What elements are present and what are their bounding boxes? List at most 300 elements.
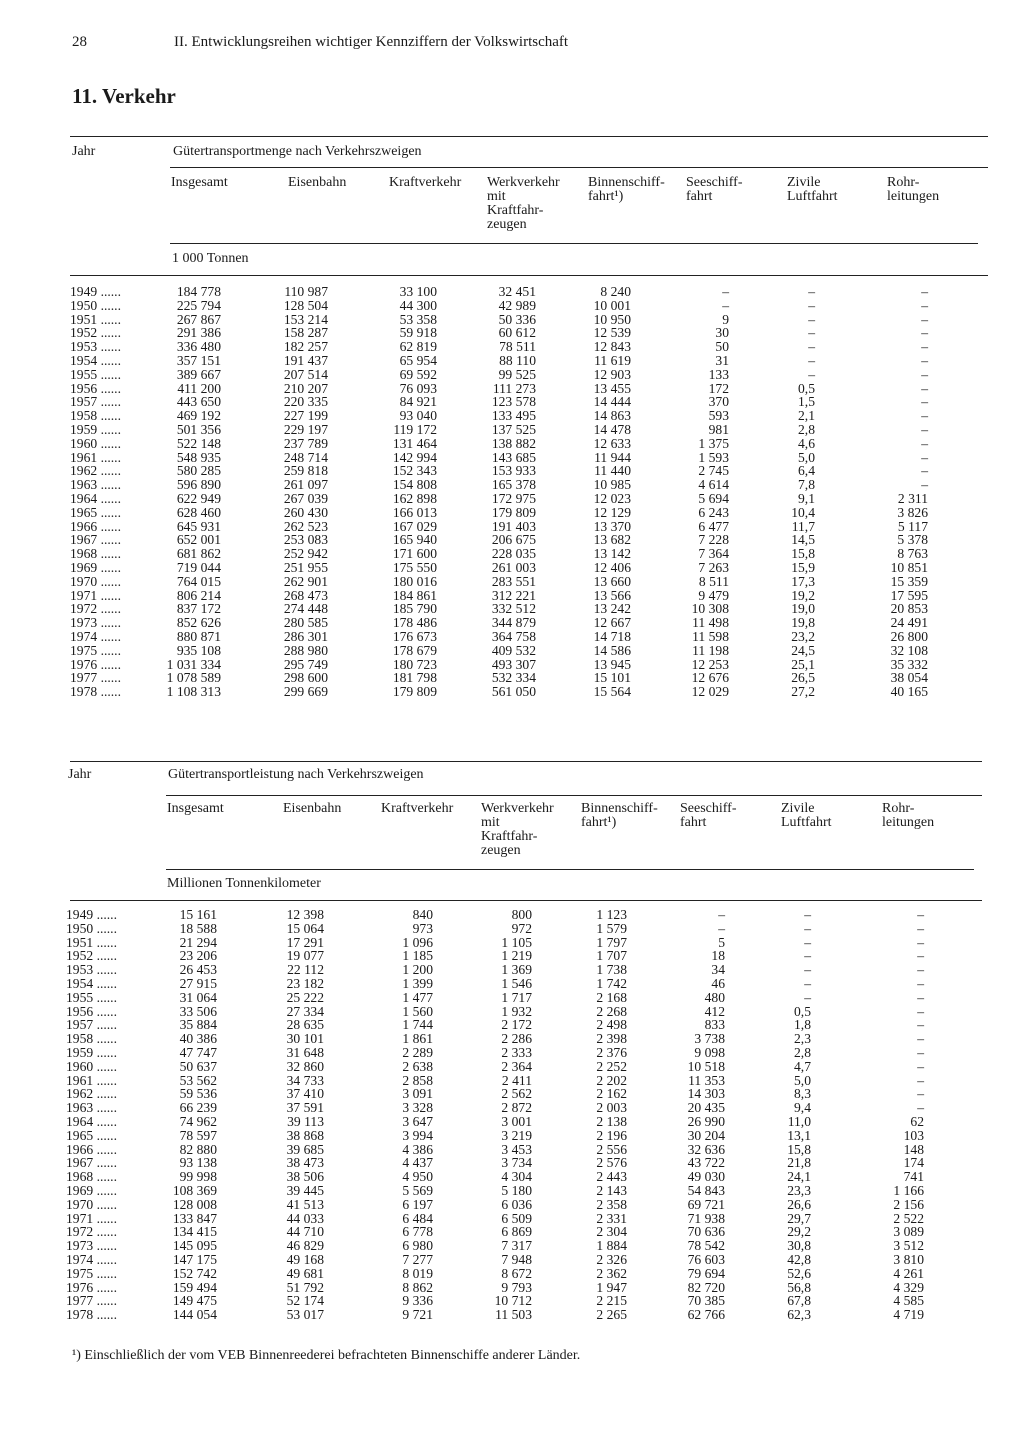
cell-company-transport: 206 675 — [491, 532, 536, 548]
running-title: II. Entwicklungsreihen wichtiger Kennziffern der Volkswirtschaft — [174, 34, 569, 50]
year-header: Jahr — [72, 144, 96, 159]
cell-company-transport: 88 110 — [499, 352, 536, 368]
cell-civil-aviation: 6,4 — [798, 463, 815, 479]
cell-pipelines: 3 810 — [893, 1251, 924, 1267]
group-header-rule — [166, 795, 982, 796]
row-year: 1965 ...... — [66, 1127, 117, 1143]
cell-civil-aviation: 11,0 — [787, 1113, 811, 1129]
cell-pipelines: – — [917, 907, 924, 922]
cell-road-transport: 9 336 — [402, 1293, 433, 1309]
cell-pipelines: 5 378 — [897, 532, 928, 548]
cell-pipelines: 3 826 — [897, 504, 928, 520]
cell-railway: 28 635 — [286, 1017, 324, 1033]
cell-civil-aviation: 0,5 — [798, 380, 815, 396]
table-row — [66, 1184, 984, 1198]
cell-civil-aviation: 17,3 — [791, 573, 815, 589]
cell-civil-aviation: – — [804, 920, 811, 936]
cell-road-transport: 1 399 — [402, 975, 433, 991]
cell-total: 291 386 — [176, 325, 221, 341]
cell-road-transport: 184 861 — [392, 587, 437, 603]
cell-maritime-shipping: 4 614 — [698, 477, 729, 493]
table-row — [66, 1143, 984, 1157]
row-year: 1952 ...... — [66, 948, 117, 964]
column-header-total: Insgesamt — [171, 175, 228, 190]
cell-maritime-shipping: 5 694 — [698, 490, 729, 506]
body-rule — [70, 900, 982, 901]
cell-railway: 15 064 — [286, 920, 324, 936]
cell-company-transport: 800 — [511, 907, 532, 922]
cell-inland-shipping: 15 101 — [593, 670, 631, 686]
cell-civil-aviation: 29,2 — [787, 1224, 811, 1240]
cell-railway: 25 222 — [286, 989, 324, 1005]
table-row — [66, 1308, 984, 1322]
cell-inland-shipping: 2 331 — [596, 1210, 627, 1226]
cell-maritime-shipping: 82 720 — [687, 1279, 725, 1295]
cell-pipelines: – — [921, 449, 928, 465]
cell-road-transport: 973 — [412, 920, 433, 936]
table-row — [66, 1115, 984, 1129]
cell-civil-aviation: 24,1 — [787, 1169, 811, 1185]
cell-pipelines: 15 359 — [890, 573, 928, 589]
row-year: 1950 ...... — [66, 920, 117, 936]
cell-total: 764 015 — [176, 573, 221, 589]
cell-civil-aviation: 42,8 — [787, 1251, 811, 1267]
cell-company-transport: 50 336 — [498, 311, 536, 327]
cell-inland-shipping: 2 443 — [596, 1169, 627, 1185]
cell-inland-shipping: 1 123 — [596, 907, 627, 922]
cell-road-transport: 166 013 — [392, 504, 437, 520]
cell-total: 108 369 — [172, 1182, 217, 1198]
cell-maritime-shipping: 480 — [704, 989, 725, 1005]
cell-inland-shipping: 12 129 — [593, 504, 631, 520]
cell-inland-shipping: 14 718 — [593, 628, 631, 644]
cell-road-transport: 1 560 — [402, 1003, 433, 1019]
cell-civil-aviation: – — [804, 907, 811, 922]
group-header: Gütertransportmenge nach Verkehrszweigen — [173, 144, 422, 159]
cell-railway: 288 980 — [283, 642, 328, 658]
cell-maritime-shipping: 43 722 — [687, 1155, 725, 1171]
cell-road-transport: 185 790 — [392, 601, 437, 617]
row-year: 1954 ...... — [70, 352, 121, 368]
cell-inland-shipping: 14 478 — [593, 421, 631, 437]
cell-maritime-shipping: 20 435 — [687, 1100, 725, 1116]
row-year: 1956 ...... — [66, 1003, 117, 1019]
cell-railway: 210 207 — [283, 380, 328, 396]
cell-inland-shipping: 8 240 — [600, 284, 631, 299]
table-row — [66, 1101, 984, 1115]
cell-civil-aviation: 23,3 — [787, 1182, 811, 1198]
row-year: 1957 ...... — [70, 394, 121, 410]
cell-maritime-shipping: 62 766 — [687, 1307, 725, 1323]
cell-maritime-shipping: 8 511 — [698, 573, 729, 589]
cell-company-transport: 3 219 — [501, 1127, 532, 1143]
cell-railway: 37 410 — [286, 1086, 324, 1102]
cell-railway: 19 077 — [286, 948, 324, 964]
row-year: 1972 ...... — [66, 1224, 117, 1240]
cell-railway: 31 648 — [286, 1044, 324, 1060]
cell-total: 522 148 — [176, 435, 221, 451]
cell-pipelines: – — [921, 463, 928, 479]
cell-total: 74 962 — [179, 1113, 217, 1129]
cell-pipelines: – — [921, 325, 928, 341]
cell-railway: 220 335 — [283, 394, 328, 410]
cell-total: 806 214 — [176, 587, 221, 603]
cell-maritime-shipping: 7 263 — [698, 559, 729, 575]
row-year: 1970 ...... — [70, 573, 121, 589]
cell-railway: 299 669 — [283, 684, 328, 700]
cell-company-transport: 3 734 — [501, 1155, 532, 1171]
cell-civil-aviation: 0,5 — [794, 1003, 811, 1019]
cell-pipelines: – — [921, 421, 928, 437]
cell-inland-shipping: 13 455 — [593, 380, 631, 396]
cell-inland-shipping: 2 304 — [596, 1224, 627, 1240]
cell-inland-shipping: 1 738 — [596, 962, 627, 978]
table-row — [70, 451, 988, 465]
cell-company-transport: 8 672 — [501, 1265, 532, 1281]
table-row — [70, 685, 988, 699]
cell-total: 133 847 — [172, 1210, 217, 1226]
table-row — [70, 547, 988, 561]
cell-total: 50 637 — [179, 1058, 217, 1074]
cell-inland-shipping: 2 556 — [596, 1141, 627, 1157]
cell-company-transport: 2 286 — [501, 1031, 532, 1047]
cell-total: 389 667 — [176, 366, 221, 382]
cell-total: 93 138 — [179, 1155, 217, 1171]
unit-rule — [166, 869, 974, 870]
row-year: 1976 ...... — [66, 1279, 117, 1295]
cell-road-transport: 6 980 — [402, 1238, 433, 1254]
cell-road-transport: 44 300 — [399, 297, 437, 313]
cell-railway: 38 473 — [286, 1155, 324, 1171]
cell-inland-shipping: 13 242 — [593, 601, 631, 617]
cell-company-transport: 3 453 — [501, 1141, 532, 1157]
cell-pipelines: – — [921, 366, 928, 382]
table-row — [70, 506, 988, 520]
cell-maritime-shipping: 76 603 — [687, 1251, 725, 1267]
table-row — [66, 1294, 984, 1308]
cell-maritime-shipping: 370 — [708, 394, 729, 410]
cell-maritime-shipping: 79 694 — [687, 1265, 725, 1281]
cell-road-transport: 4 950 — [402, 1169, 433, 1185]
cell-maritime-shipping: 34 — [711, 962, 725, 978]
row-year: 1962 ...... — [66, 1086, 117, 1102]
cell-maritime-shipping: 12 029 — [691, 684, 729, 700]
table-row — [66, 1018, 984, 1032]
cell-railway: 128 504 — [283, 297, 328, 313]
cell-railway: 53 017 — [286, 1307, 324, 1323]
cell-railway: 110 987 — [284, 284, 328, 299]
cell-company-transport: 9 793 — [501, 1279, 532, 1295]
cell-civil-aviation: – — [808, 284, 815, 299]
column-header-company-transport: Werkverkehr mit Kraftfahr- zeugen — [487, 175, 560, 232]
cell-pipelines: – — [921, 284, 928, 299]
table-row — [70, 602, 988, 616]
cell-maritime-shipping: 11 598 — [692, 628, 729, 644]
cell-road-transport: 62 819 — [399, 339, 437, 355]
row-year: 1973 ...... — [66, 1238, 117, 1254]
column-header-pipelines: Rohr- leitungen — [887, 175, 940, 204]
table-row — [66, 991, 984, 1005]
cell-pipelines: 2 156 — [893, 1196, 924, 1212]
cell-total: 548 935 — [176, 449, 221, 465]
row-year: 1968 ...... — [66, 1169, 117, 1185]
cell-total: 66 239 — [179, 1100, 217, 1116]
cell-road-transport: 119 172 — [393, 421, 437, 437]
unit-label: Millionen Tonnenkilometer — [167, 876, 321, 891]
cell-company-transport: 99 525 — [498, 366, 536, 382]
cell-civil-aviation: – — [808, 311, 815, 327]
row-year: 1972 ...... — [70, 601, 121, 617]
cell-company-transport: 2 562 — [501, 1086, 532, 1102]
cell-inland-shipping: 2 003 — [596, 1100, 627, 1116]
cell-company-transport: 1 369 — [501, 962, 532, 978]
table-row — [66, 922, 984, 936]
cell-maritime-shipping: 9 479 — [698, 587, 729, 603]
table-body — [66, 908, 984, 1322]
cell-total: 23 206 — [179, 948, 217, 964]
row-year: 1958 ...... — [70, 408, 121, 424]
row-year: 1951 ...... — [70, 311, 121, 327]
cell-total: 225 794 — [176, 297, 221, 313]
cell-civil-aviation: 15,8 — [787, 1141, 811, 1157]
cell-company-transport: 11 503 — [495, 1307, 532, 1323]
cell-company-transport: 228 035 — [491, 546, 536, 562]
cell-pipelines: – — [917, 989, 924, 1005]
cell-road-transport: 6 778 — [402, 1224, 433, 1240]
row-year: 1960 ...... — [70, 435, 121, 451]
cell-pipelines: 24 491 — [890, 615, 928, 631]
cell-inland-shipping: 14 586 — [593, 642, 631, 658]
cell-pipelines: – — [917, 920, 924, 936]
cell-inland-shipping: 2 265 — [596, 1307, 627, 1323]
body-rule — [70, 275, 988, 276]
table-row — [66, 1225, 984, 1239]
cell-total: 40 386 — [179, 1031, 217, 1047]
table-row — [70, 478, 988, 492]
cell-maritime-shipping: 11 498 — [692, 615, 729, 631]
cell-road-transport: 53 358 — [399, 311, 437, 327]
row-year: 1965 ...... — [70, 504, 121, 520]
cell-railway: 262 523 — [283, 518, 328, 534]
cell-railway: 253 083 — [283, 532, 328, 548]
row-year: 1962 ...... — [70, 463, 121, 479]
cell-total: 147 175 — [172, 1251, 217, 1267]
cell-maritime-shipping: 70 385 — [687, 1293, 725, 1309]
cell-civil-aviation: 25,1 — [791, 656, 815, 672]
cell-inland-shipping: 14 863 — [593, 408, 631, 424]
cell-road-transport: 175 550 — [392, 559, 437, 575]
row-year: 1966 ...... — [66, 1141, 117, 1157]
cell-inland-shipping: 15 564 — [593, 684, 631, 700]
cell-company-transport: 42 989 — [498, 297, 536, 313]
cell-maritime-shipping: 3 738 — [694, 1031, 725, 1047]
cell-total: 21 294 — [179, 934, 217, 950]
cell-pipelines: – — [921, 380, 928, 396]
cell-railway: 286 301 — [283, 628, 328, 644]
cell-maritime-shipping: 1 593 — [698, 449, 729, 465]
table-row — [70, 492, 988, 506]
cell-maritime-shipping: – — [718, 920, 725, 936]
cell-pipelines: 741 — [903, 1169, 924, 1185]
table-row — [66, 1198, 984, 1212]
column-header-railway: Eisenbahn — [288, 175, 347, 190]
row-year: 1958 ...... — [66, 1031, 117, 1047]
unit-label: 1 000 Tonnen — [172, 251, 249, 266]
cell-road-transport: 69 592 — [399, 366, 437, 382]
cell-civil-aviation: 62,3 — [787, 1307, 811, 1323]
cell-road-transport: 178 679 — [392, 642, 437, 658]
cell-civil-aviation: 8,3 — [794, 1086, 811, 1102]
cell-inland-shipping: 12 843 — [593, 339, 631, 355]
table-row — [66, 908, 984, 922]
cell-pipelines: – — [917, 962, 924, 978]
cell-road-transport: 3 328 — [402, 1100, 433, 1116]
cell-civil-aviation: 10,4 — [791, 504, 815, 520]
cell-pipelines: 8 763 — [897, 546, 928, 562]
cell-maritime-shipping: 412 — [704, 1003, 725, 1019]
row-year: 1952 ...... — [70, 325, 121, 341]
cell-inland-shipping: 1 797 — [596, 934, 627, 950]
cell-pipelines: 103 — [903, 1127, 924, 1143]
row-year: 1961 ...... — [70, 449, 121, 465]
cell-civil-aviation: 2,8 — [794, 1044, 811, 1060]
cell-inland-shipping: 1 742 — [596, 975, 627, 991]
cell-maritime-shipping: – — [718, 907, 725, 922]
cell-pipelines: 10 851 — [890, 559, 928, 575]
table-body — [70, 285, 988, 699]
cell-total: 145 095 — [172, 1238, 217, 1254]
cell-inland-shipping: 13 682 — [593, 532, 631, 548]
cell-company-transport: 6 869 — [501, 1224, 532, 1240]
cell-total: 35 884 — [179, 1017, 217, 1033]
cell-company-transport: 138 882 — [491, 435, 536, 451]
cell-inland-shipping: 10 950 — [593, 311, 631, 327]
cell-company-transport: 561 050 — [491, 684, 536, 700]
cell-railway: 248 714 — [283, 449, 328, 465]
cell-road-transport: 171 600 — [392, 546, 437, 562]
cell-total: 267 867 — [176, 311, 221, 327]
cell-railway: 261 097 — [283, 477, 328, 493]
cell-civil-aviation: – — [808, 352, 815, 368]
cell-maritime-shipping: 30 204 — [687, 1127, 725, 1143]
table-row — [70, 354, 988, 368]
cell-civil-aviation: 19,2 — [791, 587, 815, 603]
cell-railway: 37 591 — [286, 1100, 324, 1116]
table-row — [70, 561, 988, 575]
cell-railway: 22 112 — [287, 962, 324, 978]
cell-company-transport: 1 546 — [501, 975, 532, 991]
cell-company-transport: 1 717 — [501, 989, 532, 1005]
cell-road-transport: 65 954 — [399, 352, 437, 368]
cell-railway: 295 749 — [283, 656, 328, 672]
cell-company-transport: 143 685 — [491, 449, 536, 465]
cell-total: 15 161 — [179, 907, 217, 922]
cell-road-transport: 1 861 — [402, 1031, 433, 1047]
cell-railway: 158 287 — [283, 325, 328, 341]
cell-railway: 153 214 — [283, 311, 328, 327]
cell-inland-shipping: 2 362 — [596, 1265, 627, 1281]
row-year: 1961 ...... — [66, 1072, 117, 1088]
cell-railway: 41 513 — [286, 1196, 324, 1212]
cell-total: 184 778 — [176, 284, 221, 299]
table-row — [70, 575, 988, 589]
cell-total: 501 356 — [176, 421, 221, 437]
cell-pipelines: – — [917, 1044, 924, 1060]
cell-maritime-shipping: 593 — [708, 408, 729, 424]
cell-maritime-shipping: 71 938 — [687, 1210, 725, 1226]
cell-company-transport: 172 975 — [491, 490, 536, 506]
cell-railway: 191 437 — [283, 352, 328, 368]
cell-company-transport: 32 451 — [498, 284, 536, 299]
cell-inland-shipping: 2 143 — [596, 1182, 627, 1198]
table-row — [70, 437, 988, 451]
cell-pipelines: – — [917, 1058, 924, 1074]
table-row — [70, 533, 988, 547]
cell-inland-shipping: 2 168 — [596, 989, 627, 1005]
row-year: 1956 ...... — [70, 380, 121, 396]
cell-total: 1 108 313 — [166, 684, 221, 700]
cell-road-transport: 93 040 — [399, 408, 437, 424]
cell-inland-shipping: 1 947 — [596, 1279, 627, 1295]
table-row — [66, 1212, 984, 1226]
cell-company-transport: 532 334 — [491, 670, 536, 686]
table-row — [66, 1074, 984, 1088]
table-row — [70, 395, 988, 409]
cell-company-transport: 2 872 — [501, 1100, 532, 1116]
cell-company-transport: 2 411 — [501, 1072, 532, 1088]
cell-company-transport: 493 307 — [491, 656, 536, 672]
cell-company-transport: 6 036 — [501, 1196, 532, 1212]
row-year: 1963 ...... — [66, 1100, 117, 1116]
cell-road-transport: 76 093 — [399, 380, 437, 396]
cell-inland-shipping: 12 667 — [593, 615, 631, 631]
table-row — [66, 1281, 984, 1295]
cell-road-transport: 176 673 — [392, 628, 437, 644]
cell-total: 1 078 589 — [166, 670, 221, 686]
cell-company-transport: 179 809 — [491, 504, 536, 520]
cell-road-transport: 3 994 — [402, 1127, 433, 1143]
cell-pipelines: 26 800 — [890, 628, 928, 644]
cell-road-transport: 84 921 — [399, 394, 437, 410]
cell-company-transport: 1 932 — [501, 1003, 532, 1019]
cell-pipelines: – — [921, 435, 928, 451]
column-header-maritime-shipping: Seeschiff- fahrt — [680, 801, 737, 830]
cell-inland-shipping: 13 142 — [593, 546, 631, 562]
cell-maritime-shipping: 833 — [704, 1017, 725, 1033]
row-year: 1967 ...... — [70, 532, 121, 548]
table-row — [70, 589, 988, 603]
cell-company-transport: 364 758 — [491, 628, 536, 644]
table-row — [70, 616, 988, 630]
cell-railway: 52 174 — [286, 1293, 324, 1309]
year-header: Jahr — [68, 767, 92, 782]
row-year: 1973 ...... — [70, 615, 121, 631]
cell-company-transport: 2 364 — [501, 1058, 532, 1074]
cell-maritime-shipping: 70 636 — [687, 1224, 725, 1240]
cell-railway: 49 168 — [286, 1251, 324, 1267]
table-row — [66, 1060, 984, 1074]
cell-railway: 229 197 — [283, 421, 328, 437]
cell-railway: 274 448 — [283, 601, 328, 617]
cell-civil-aviation: – — [804, 962, 811, 978]
cell-maritime-shipping: 12 676 — [691, 670, 729, 686]
cell-total: 645 931 — [176, 518, 221, 534]
cell-civil-aviation: 1,5 — [798, 394, 815, 410]
cell-road-transport: 2 858 — [402, 1072, 433, 1088]
cell-pipelines: – — [921, 394, 928, 410]
row-year: 1977 ...... — [66, 1293, 117, 1309]
cell-total: 26 453 — [179, 962, 217, 978]
